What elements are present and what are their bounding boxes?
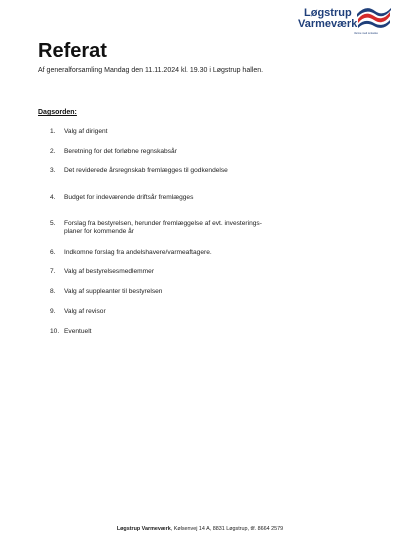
agenda-item-number: 9. bbox=[50, 308, 56, 315]
agenda-item-number: 5. bbox=[50, 220, 56, 227]
agenda-item bbox=[50, 268, 154, 276]
agenda-item-number: 4. bbox=[50, 194, 56, 201]
agenda-item-number: 8. bbox=[50, 288, 56, 295]
agenda-item bbox=[50, 167, 228, 175]
footer-address: , Kølsenvej 14 A, 8831 Løgstrup, tlf. 8664 2579 bbox=[170, 526, 284, 532]
agenda-heading: Dagsorden: bbox=[38, 109, 77, 116]
logo-wave-icon bbox=[356, 6, 392, 30]
agenda-item-text-continued: planer for kommende år bbox=[64, 228, 135, 235]
agenda-item-number: 1. bbox=[50, 128, 56, 135]
agenda-item bbox=[50, 328, 92, 336]
agenda-item bbox=[50, 288, 162, 296]
agenda-item bbox=[50, 194, 193, 202]
agenda-item-text: Valg af revisor bbox=[64, 308, 106, 315]
agenda-item-text: Det reviderede årsregnskab fremlægges til godkendelse bbox=[64, 167, 228, 174]
agenda-item-number: 2. bbox=[50, 148, 56, 155]
company-logo bbox=[298, 6, 392, 36]
page-footer bbox=[0, 526, 400, 532]
agenda-item bbox=[50, 148, 177, 156]
logo-text-line2: Varmeværk bbox=[298, 18, 358, 30]
footer-company-name: Løgstrup Varmeværk bbox=[116, 526, 171, 532]
agenda-item-number: 10. bbox=[50, 328, 60, 335]
agenda-item-text: Eventuelt bbox=[64, 328, 92, 335]
agenda-item-number: 3. bbox=[50, 167, 56, 174]
agenda-item-text: Valg af bestyrelsesmedlemmer bbox=[64, 268, 155, 275]
meeting-subtitle: Af generalforsamling Mandag den 11.11.2024 kl. 19.30 i Løgstrup hallen. bbox=[38, 67, 264, 74]
agenda-item-text: Forslag fra bestyrelsen, herunder fremlæggelse af evt. investerings- bbox=[64, 220, 262, 227]
agenda-item-number: 7. bbox=[50, 268, 56, 275]
page-title: Referat bbox=[38, 40, 107, 62]
agenda-item-text: Beretning for det forløbne regnskabsår bbox=[64, 148, 177, 155]
agenda-item bbox=[50, 220, 262, 236]
agenda-item-text: Valg af suppleanter til bestyrelsen bbox=[64, 288, 163, 295]
agenda-item-text: Indkomne forslag fra andelshavere/varmeaftagere. bbox=[64, 249, 212, 256]
agenda-item bbox=[50, 128, 108, 136]
agenda-item bbox=[50, 308, 106, 316]
agenda-item bbox=[50, 249, 212, 257]
agenda-item-text: Budget for indeværende driftsår fremlægges bbox=[64, 194, 194, 201]
logo-text-line1: Løgstrup bbox=[304, 7, 352, 19]
agenda-item-text: Valg af dirigent bbox=[64, 128, 108, 135]
logo-tagline: Varme med omtanke bbox=[354, 32, 378, 35]
agenda-item-number: 6. bbox=[50, 249, 56, 256]
